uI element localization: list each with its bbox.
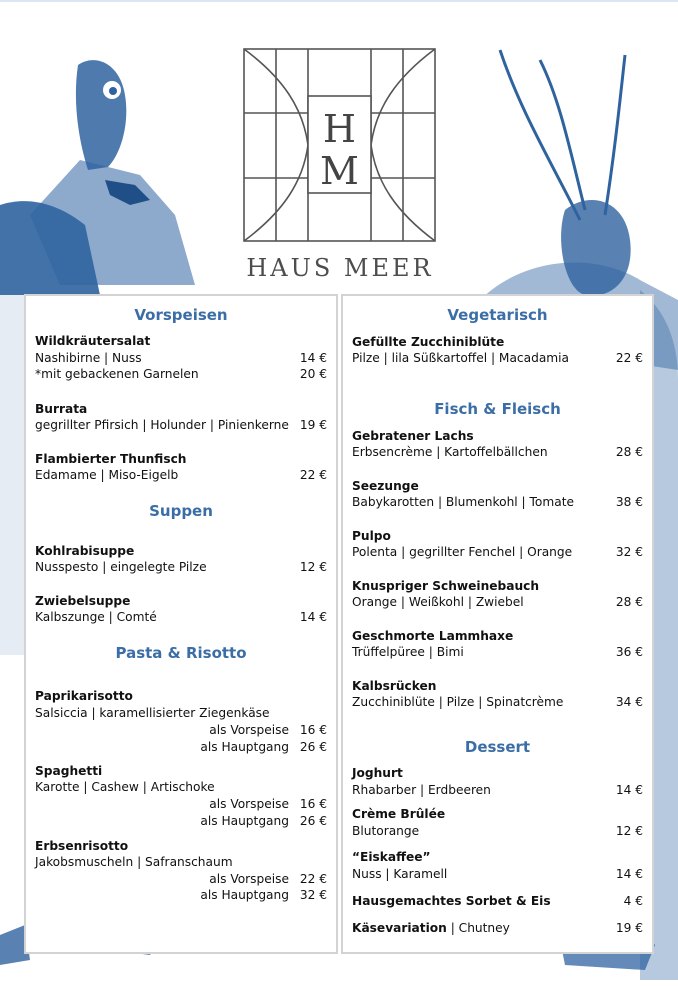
menu-item-name: Crème Brûlée [352,807,446,821]
menu-item-line: Salsiccia | karamellisierter Ziegenkäse [35,706,270,720]
menu-item-line: Orange | Weißkohl | Zwiebel 28 € [352,595,643,609]
menu-item-line: Pilze | lila Süßkartoffel | Macadamia 22 € [352,351,643,365]
top-rule [0,0,678,2]
menu-item-line: Nuss | Karamell 14 € [352,867,643,881]
menu-item-name: Burrata [35,402,88,416]
menu-item-name: “Eiskaffee” [352,850,431,864]
menu-item-name: Gefüllte Zucchiniblüte [352,335,505,349]
section-title-dessert: Dessert [464,738,531,756]
menu-item-line: Erbsencrème | Kartoffelbällchen 28 € [352,445,643,459]
menu-item-price-row: als Hauptgang 26 € [200,814,327,828]
menu-item-price-row: als Vorspeise 16 € [209,723,327,737]
menu-item-name: Seezunge [352,479,419,493]
brand-name: HAUS MEER [246,254,434,282]
logo-letter-h: H [322,107,357,151]
menu-item-line: Zucchiniblüte | Pilze | Spinatcrème 34 € [352,695,643,709]
menu-item-line: Trüffelpüree | Bimi 36 € [352,645,643,659]
menu-item-price-row: als Hauptgang 26 € [200,740,327,754]
menu-panel-right [341,294,654,954]
menu-item-price-row: als Hauptgang 32 € [200,888,327,902]
section-title-vegetarisch: Vegetarisch [447,306,548,324]
menu-item-name: Paprikarisotto [35,689,133,703]
menu-item-name: Erbsenrisotto [35,839,129,853]
menu-item-line: gegrillter Pfirsich | Holunder | Pinienkerne 19 € [35,418,327,432]
menu-item-name: Pulpo [352,529,391,543]
menu-item-line: Kalbszunge | Comté 14 € [35,610,327,624]
menu-item-name: Spaghetti [35,764,103,778]
section-title-pasta: Pasta & Risotto [115,644,247,662]
menu-item-line: Jakobsmuscheln | Safranschaum [35,855,233,869]
menu-item-line: Babykarotten | Blumenkohl | Tomate 38 € [352,495,643,509]
menu-item-price-row: als Vorspeise 16 € [209,797,327,811]
haus-meer-logo [243,48,436,242]
menu-item-line: Rhabarber | Erdbeeren 14 € [352,783,643,797]
menu-item-name: Kohlrabisuppe [35,544,135,558]
menu-item-name: Kalbsrücken [352,679,437,693]
menu-item-name: Joghurt [352,766,403,780]
menu-item-line: Karotte | Cashew | Artischoke [35,780,215,794]
menu-item-line: Edamame | Miso-Eigelb 22 € [35,468,327,482]
menu-panel-left [24,294,338,954]
menu-item-name: Zwiebelsuppe [35,594,131,608]
menu-item-line: Polenta | gegrillter Fenchel | Orange 32 € [352,545,643,559]
menu-item-name: Flambierter Thunfisch [35,452,187,466]
menu-item-line: Hausgemachtes Sorbet & Eis 4 € [352,894,643,908]
menu-item-name: Geschmorte Lammhaxe [352,629,514,643]
menu-item-price-row: als Vorspeise 22 € [209,872,327,886]
section-title-vorspeisen: Vorspeisen [134,306,228,324]
menu-item-line: Nashibirne | Nuss 14 € [35,351,327,365]
menu-item-line: Käsevariation | Chutney 19 € [352,921,643,935]
section-title-fisch-fleisch: Fisch & Fleisch [434,400,561,418]
section-title-suppen: Suppen [149,502,213,520]
menu-item-line: Blutorange 12 € [352,824,643,838]
menu-item-line: Nusspesto | eingelegte Pilze 12 € [35,560,327,574]
logo-letter-m: M [320,149,359,193]
menu-item-name: Gebratener Lachs [352,429,474,443]
menu-item-name: Wildkräutersalat [35,334,151,348]
menu-item-name: Knuspriger Schweinebauch [352,579,540,593]
menu-item-line: *mit gebackenen Garnelen 20 € [35,367,327,381]
